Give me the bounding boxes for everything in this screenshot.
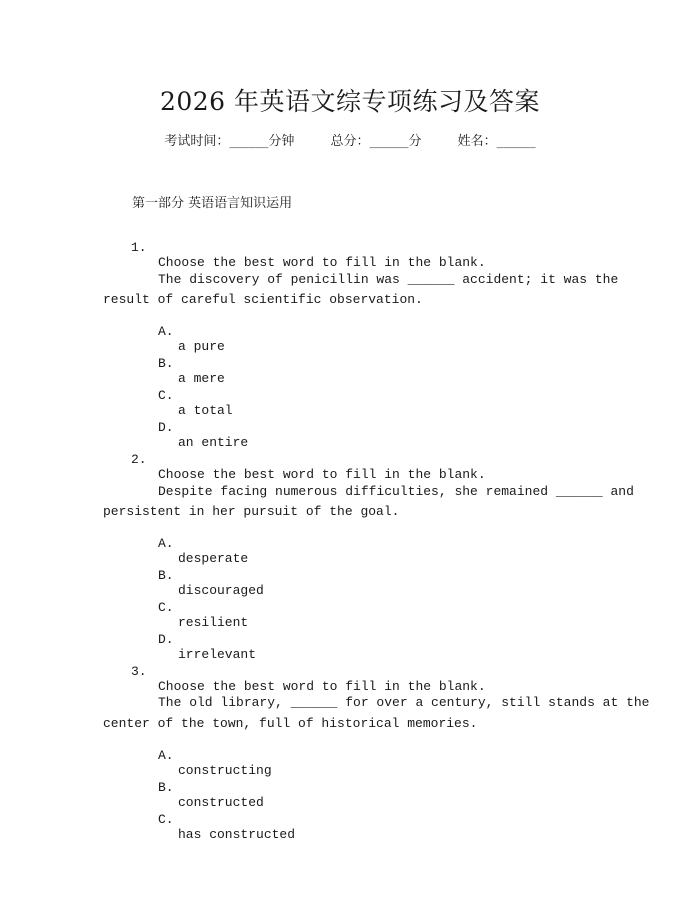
option-letter: B. <box>158 780 174 795</box>
option-text: an entire <box>178 435 249 450</box>
option-text: a mere <box>178 371 225 386</box>
option-text: constructed <box>178 795 264 810</box>
question-number: 3. <box>131 664 147 679</box>
option-text: resilient <box>178 615 249 630</box>
option-text: constructing <box>178 763 272 778</box>
option-letter: A. <box>158 324 174 339</box>
option-text: a pure <box>178 339 225 354</box>
question-prompt: Choose the best word to fill in the blank. <box>158 679 486 694</box>
question-number: 1. <box>131 240 147 255</box>
option-text: discouraged <box>178 583 264 598</box>
option-text: desperate <box>178 551 249 566</box>
option-text: a total <box>178 403 233 418</box>
option-letter: C. <box>158 600 174 615</box>
question-stem: Despite facing numerous difficulties, she remained ______ and <box>158 484 634 499</box>
option-text: has constructed <box>178 827 296 842</box>
question-stem: The discovery of penicillin was ______ accident; it was the <box>158 272 619 287</box>
question-number: 2. <box>131 452 147 467</box>
option-letter: A. <box>158 536 174 551</box>
option-row <box>0 797 700 857</box>
option-letter: B. <box>158 356 174 371</box>
question-prompt: Choose the best word to fill in the blank. <box>158 467 486 482</box>
page-title: 2026 年英语文综专项练习及答案 <box>159 87 541 116</box>
option-letter: A. <box>158 748 174 763</box>
question-stem-continued: result of careful scientific observation. <box>103 292 423 307</box>
exam-meta <box>0 130 700 149</box>
question-stem-continued: center of the town, full of historical memories. <box>103 716 478 731</box>
option-text: irrelevant <box>178 647 257 662</box>
exam-time: 考试时间：______分钟 <box>164 134 295 149</box>
section-heading: 第一部分 英语语言知识运用 <box>132 196 293 211</box>
option-letter: D. <box>158 632 174 647</box>
exam-name: 姓名：______ <box>457 134 536 149</box>
option-letter: B. <box>158 568 174 583</box>
exam-score: 总分：______分 <box>330 134 422 149</box>
option-letter: D. <box>158 420 174 435</box>
question-prompt: Choose the best word to fill in the blank. <box>158 255 486 270</box>
question-stem: The old library, ______ for over a century, still stands at the <box>158 695 650 710</box>
option-letter: C. <box>158 388 174 403</box>
option-letter: C. <box>158 812 174 827</box>
question-stem-continued: persistent in her pursuit of the goal. <box>103 504 400 519</box>
